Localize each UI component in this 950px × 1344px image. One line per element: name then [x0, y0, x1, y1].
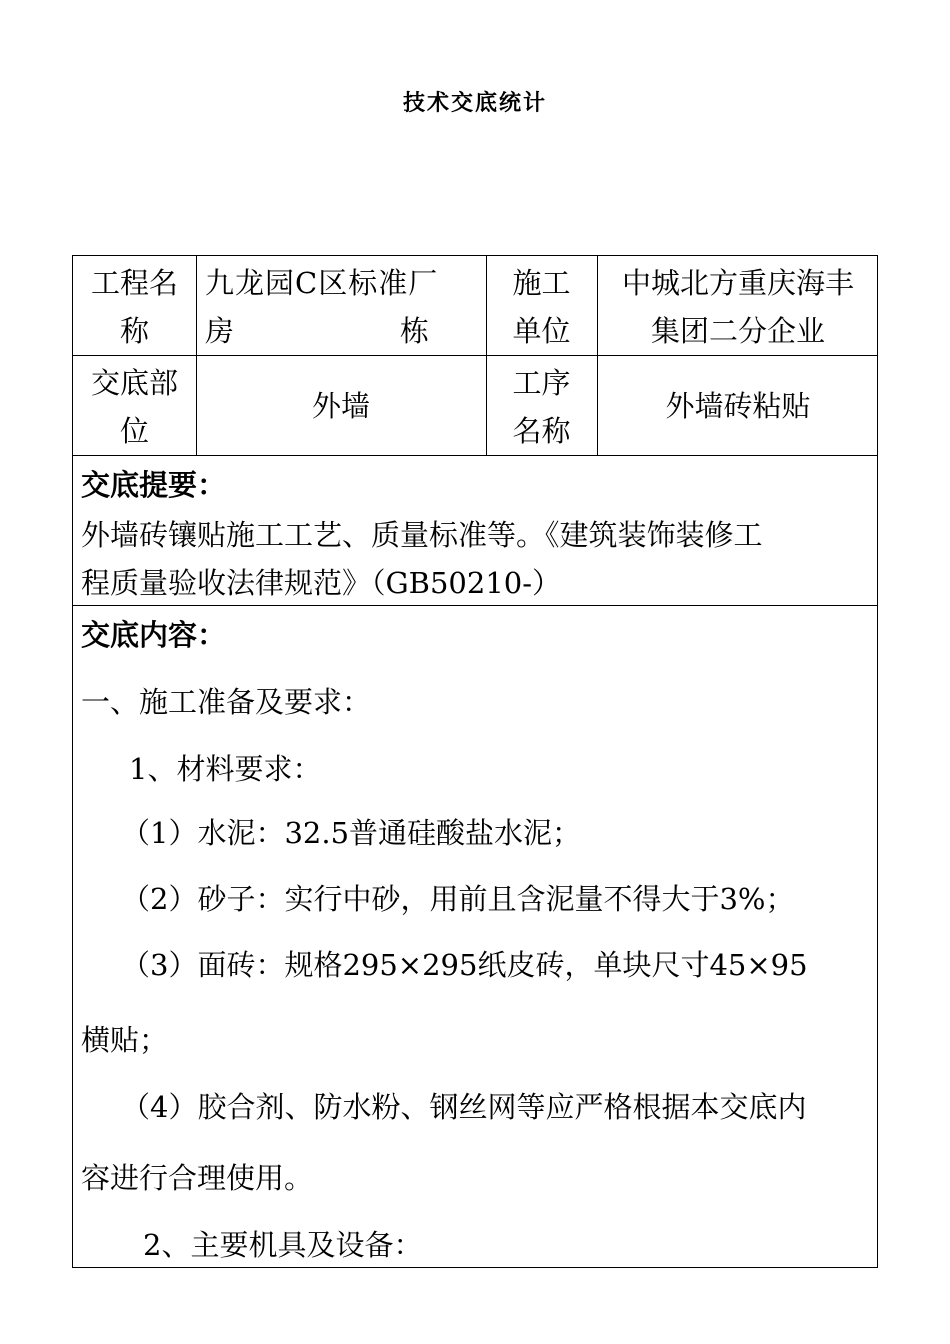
list-item: （1）水泥：32.5普通硅酸盐水泥；: [121, 816, 582, 850]
list-item-continuation: 横贴；: [81, 1023, 169, 1057]
list-item: （4）胶合剂、防水粉、钢丝网等应严格根据本交底内: [121, 1090, 807, 1124]
handover-part-label-line: 位: [119, 414, 149, 448]
process-name-value: 外墙砖粘贴: [665, 388, 811, 423]
summary-text-line: 外墙砖镶贴施工工艺、质量标准等。《建筑装饰装修工: [81, 518, 763, 552]
section-heading: 一、施工准备及要求：: [81, 685, 372, 719]
row-divider: [73, 455, 877, 456]
project-name-label: [73, 259, 196, 355]
summary-heading: 交底提要：: [81, 468, 227, 502]
handover-part-value: 外墙: [311, 388, 370, 423]
process-name-label: [486, 359, 597, 455]
construction-unit-label-line: 单位: [512, 314, 571, 348]
project-name-value-line: 九龙园C区标准厂: [205, 266, 439, 300]
list-item-continuation: 容进行合理使用。: [81, 1161, 314, 1195]
project-name-value-part: 栋: [399, 314, 429, 348]
process-name-label-line: 名称: [512, 414, 571, 448]
handover-part-label: [73, 359, 196, 455]
list-item: （3）面砖：规格295×295纸皮砖，单块尺寸45×95: [121, 948, 808, 982]
summary-text-line: 程质量验收法律规范》（GB50210-）: [81, 566, 562, 600]
document-title: 技术交底统计: [402, 90, 547, 116]
construction-unit-label-line: 施工: [512, 266, 571, 300]
construction-unit-value: [597, 259, 879, 355]
project-name-label-line: 工程名: [90, 266, 178, 300]
project-name-value: [205, 259, 481, 355]
construction-unit-value-line: 中城北方重庆海丰: [621, 266, 854, 300]
list-item: （2）砂子：实行中砂，用前且含泥量不得大于3%；: [121, 882, 795, 916]
construction-unit-value-line: 集团二分企业: [650, 314, 825, 348]
construction-unit-label: [486, 259, 597, 355]
handover-part-label-line: 交底部: [90, 366, 178, 400]
subsection-heading: 1、材料要求：: [129, 752, 322, 786]
process-name-label-line: 工序: [512, 366, 571, 400]
project-name-value-line: [205, 307, 481, 355]
project-name-label-line: 称: [119, 314, 149, 348]
project-name-value-part: 房: [205, 314, 235, 348]
handover-table: [72, 255, 878, 1268]
content-heading: 交底内容：: [81, 618, 227, 652]
subsection-heading: 2、主要机具及设备：: [143, 1228, 423, 1262]
